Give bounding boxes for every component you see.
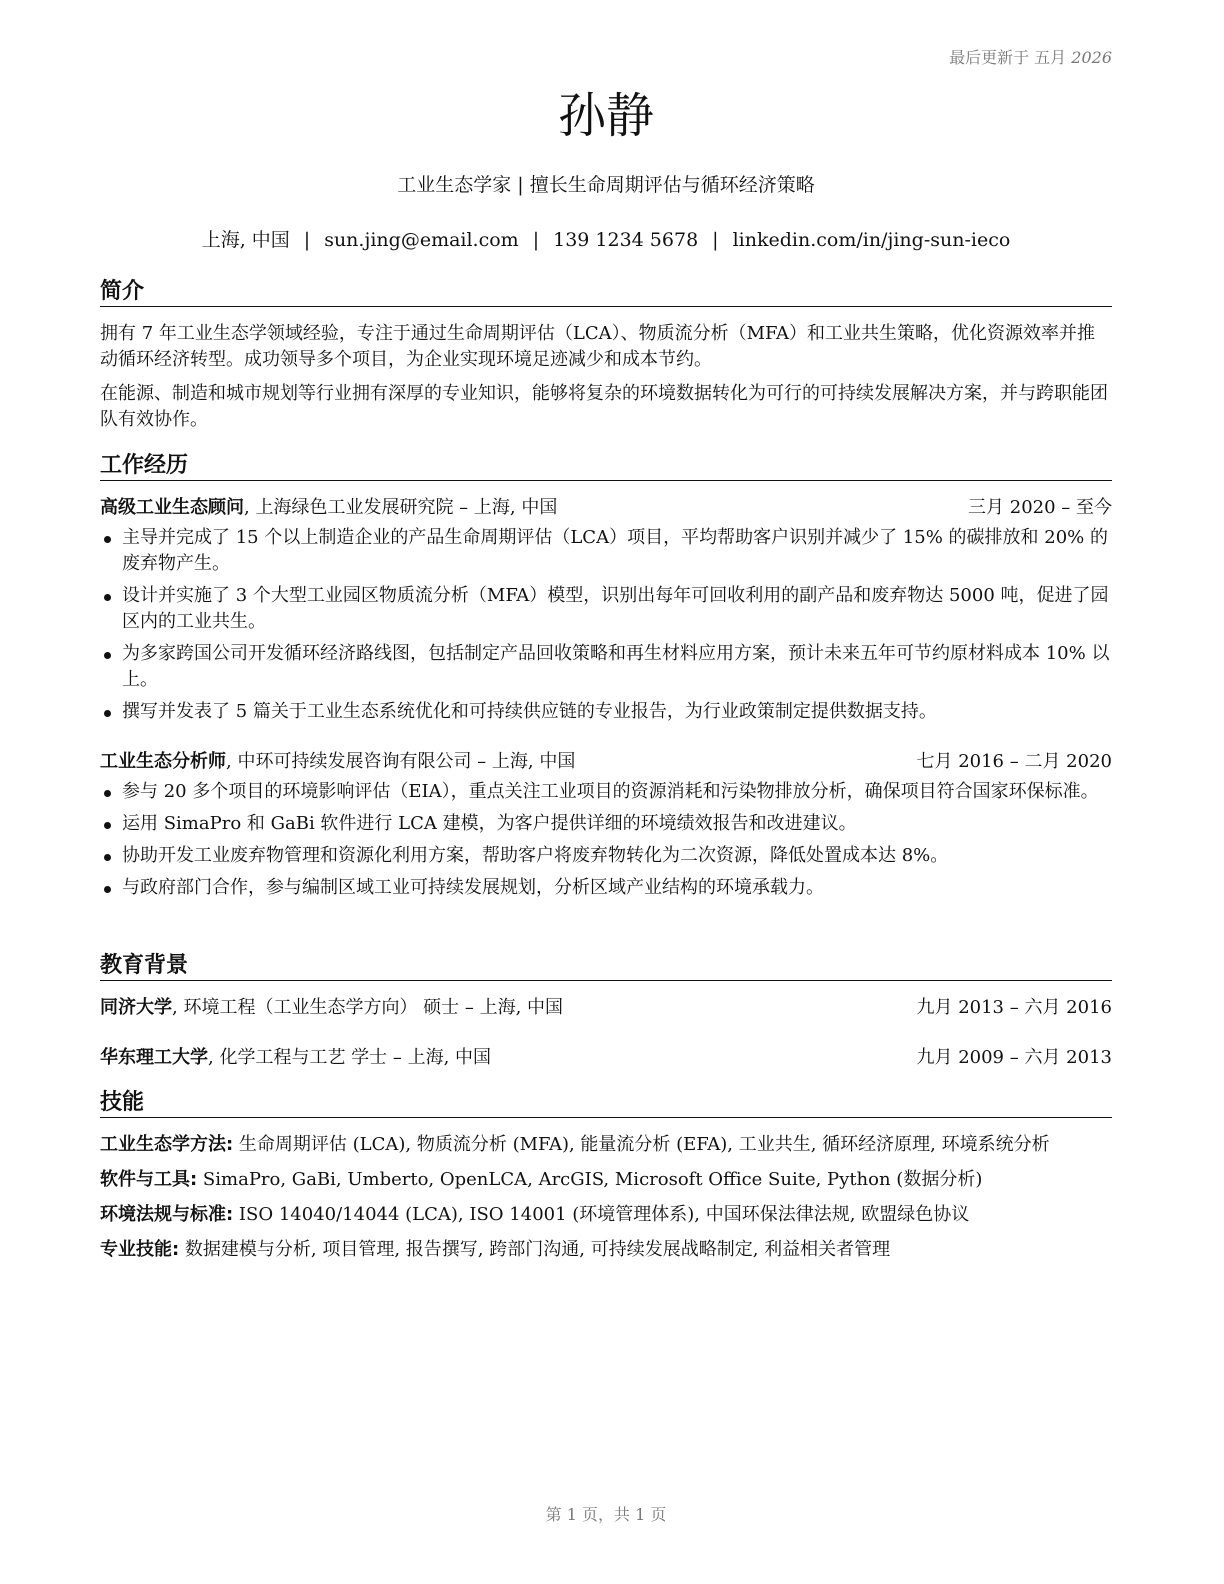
education-school: 同济大学: [100, 997, 172, 1018]
education-detail: , 环境工程（工业生态学方向） 硕士 – 上海, 中国: [172, 997, 564, 1018]
resume-page: [100, 0, 1112, 1584]
skill-label: 专业技能:: [100, 1239, 180, 1260]
section-title-experience: 工作经历: [100, 452, 1112, 481]
job-org: , 中环可持续发展咨询有限公司 – 上海, 中国: [226, 751, 576, 772]
skill-label: 软件与工具:: [100, 1169, 198, 1190]
contact-separator: |: [303, 229, 311, 251]
job-org: , 上海绿色工业发展研究院 – 上海, 中国: [244, 497, 558, 518]
job-header: [100, 749, 1112, 775]
job-bullet: 撰写并发表了 5 篇关于工业生态系统优化和可持续供应链的专业报告，为行业政策制定提供数据支持。: [100, 699, 1112, 725]
job-date: 七月 2016 – 二月 2020: [916, 751, 1112, 772]
job-bullet: 参与 20 多个项目的环境影响评估（EIA），重点关注工业项目的资源消耗和污染物排放分析，确保项目符合国家环保标准。: [100, 779, 1112, 805]
education-entry: [100, 995, 1112, 1021]
skill-value: 数据建模与分析, 项目管理, 报告撰写, 跨部门沟通, 可持续发展战略制定, 利益相关者管理: [179, 1239, 891, 1260]
contact-phone: 139 1234 5678: [553, 229, 699, 251]
job-bullets: [100, 779, 1112, 901]
section-title-summary: 简介: [100, 278, 1112, 307]
job-entry: [100, 749, 1112, 901]
experience-section: [100, 452, 1112, 901]
skill-row: [100, 1167, 1112, 1193]
summary-section: [100, 278, 1112, 433]
summary-paragraph: 拥有 7 年工业生态学领域经验，专注于通过生命周期评估（LCA）、物质流分析（MFA）和工业共生策略，优化资源效率并推动循环经济转型。成功领导多个项目，为企业实现环境足迹减少和成本节约。: [100, 323, 1095, 370]
job-entry: [100, 495, 1112, 725]
skill-row: [100, 1132, 1112, 1158]
education-section: [100, 952, 1112, 1071]
tagline: 工业生态学家 | 擅长生命周期评估与循环经济策略: [397, 174, 815, 196]
job-bullet: 设计并实施了 3 个大型工业园区物质流分析（MFA）模型，识别出每年可回收利用的副产品和废弃物达 5000 吨，促进了园区内的工业共生。: [100, 583, 1112, 635]
contact-separator: |: [712, 229, 719, 251]
last-updated-label: 最后更新于 五月: [949, 48, 1067, 67]
section-title-education: 教育背景: [100, 952, 1112, 981]
job-bullets: [100, 525, 1112, 725]
job-bullet: 为多家跨国公司开发循环经济路线图，包括制定产品回收策略和再生材料应用方案，预计未来五年可节约原材料成本 10% 以上。: [100, 641, 1112, 693]
skill-value: ISO 14040/14044 (LCA), ISO 14001 (环境管理体系), 中国环保法律法规, 欧盟绿色协议: [233, 1204, 970, 1225]
education-entry: [100, 1045, 1112, 1071]
job-bullet: 主导并完成了 15 个以上制造企业的产品生命周期评估（LCA）项目，平均帮助客户识别并减少了 15% 的碳排放和 20% 的废弃物产生。: [100, 525, 1112, 577]
last-updated: [949, 45, 1112, 68]
skill-row: [100, 1202, 1112, 1228]
contact-location: 上海, 中国: [201, 229, 290, 251]
skill-label: 工业生态学方法:: [100, 1134, 234, 1155]
skills-section: [100, 1089, 1112, 1272]
candidate-name: 孙静: [557, 88, 654, 144]
education-detail: , 化学工程与工艺 学士 – 上海, 中国: [208, 1047, 492, 1068]
last-updated-year: 2026: [1071, 48, 1112, 67]
contact-separator: |: [532, 229, 540, 251]
contact-line: [100, 225, 1112, 252]
job-bullet: 协助开发工业废弃物管理和资源化利用方案，帮助客户将废弃物转化为二次资源，降低处置成本达 8%。: [100, 843, 1112, 869]
summary-paragraph: 在能源、制造和城市规划等行业拥有深厚的专业知识，能够将复杂的环境数据转化为可行的可持续发展解决方案，并与跨职能团队有效协作。: [100, 383, 1108, 430]
contact-linkedin[interactable]: linkedin.com/in/jing-sun-ieco: [732, 229, 1011, 251]
section-title-skills: 技能: [100, 1089, 1112, 1118]
job-role: 工业生态分析师: [100, 751, 226, 772]
education-date: 九月 2013 – 六月 2016: [916, 997, 1112, 1018]
page-footer: 第 1 页，共 1 页: [545, 1505, 667, 1524]
job-role: 高级工业生态顾问: [100, 497, 244, 518]
education-school: 华东理工大学: [100, 1047, 208, 1068]
education-date: 九月 2009 – 六月 2013: [916, 1047, 1112, 1068]
skill-label: 环境法规与标准:: [100, 1204, 234, 1225]
skill-row: [100, 1237, 1112, 1263]
skill-value: SimaPro, GaBi, Umberto, OpenLCA, ArcGIS, Microsoft Office Suite, Python (数据分析): [197, 1169, 983, 1190]
job-bullet: 与政府部门合作，参与编制区域工业可持续发展规划，分析区域产业结构的环境承载力。: [100, 875, 1112, 901]
skill-value: 生命周期评估 (LCA), 物质流分析 (MFA), 能量流分析 (EFA), 工业共生, 循环经济原理, 环境系统分析: [233, 1134, 1050, 1155]
job-bullet: 运用 SimaPro 和 GaBi 软件进行 LCA 建模，为客户提供详细的环境绩效报告和改进建议。: [100, 811, 1112, 837]
contact-email[interactable]: sun.jing@email.com: [324, 229, 519, 251]
job-date: 三月 2020 – 至今: [968, 497, 1112, 518]
job-header: [100, 495, 1112, 521]
